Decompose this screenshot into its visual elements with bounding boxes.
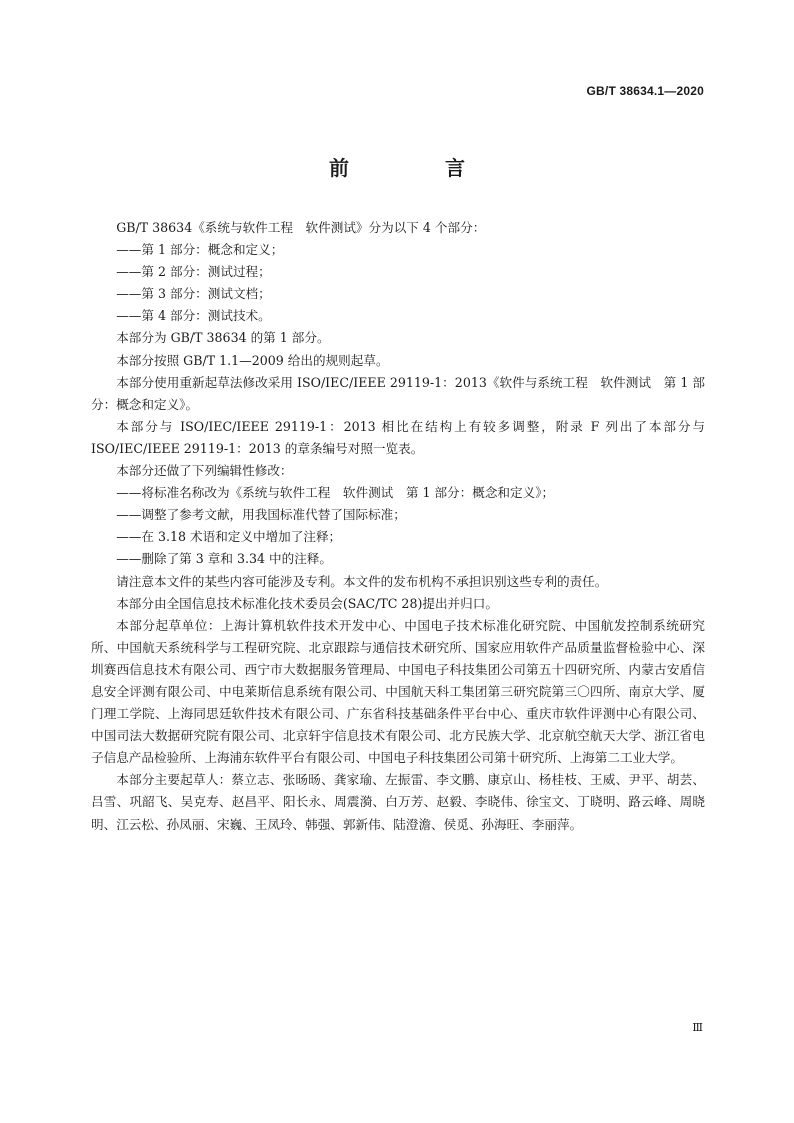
paragraph: 本部分使用重新起草法修改采用 ISO/IEC/IEEE 29119-1：2013《软件与系统工程 软件测试 第 1 部分：概念和定义》。 — [91, 374, 705, 412]
list-item: ——将标准名称改为《系统与软件工程 软件测试 第 1 部分：概念和定义》； — [116, 485, 555, 501]
paragraph: 本部分主要起草人：蔡立志、张旸旸、龚家瑜、左振雷、李文鹏、康京山、杨桂枝、王威、尹平、胡芸、吕雪、巩韶飞、吴克寿、赵昌平、阳长永、周震漪、白万芳、赵毅、李晓伟、徐宝文、丁晓明、路云峰、周晓明、江云松、孙凤丽、宋巍、王凤玲、韩强、郭新伟、陆澄澹、侯觅、孙海旺、李丽萍。 — [91, 772, 705, 832]
list-item: ——第 4 部分：测试技术。 — [116, 308, 271, 324]
list-item: ——第 3 部分：测试文档； — [116, 286, 271, 302]
page-number: Ⅲ — [692, 1021, 704, 1034]
paragraph: 本部分起草单位：上海计算机软件技术开发中心、中国电子技术标准化研究院、中国航发控制系统研究所、中国航天系统科学与工程研究院、北京跟踪与通信技术研究所、国家应用软件产品质量监督检验中心、深圳赛西信息技术有限公司、西宁市大数据服务管理局、中国电子科技集团公司第五十四研究所、内蒙古安盾信息安全评测有限公司、中电莱斯信息系统有限公司、中国航天科工集团第三研究院第三〇四所、南京大学、厦门理工学院、上海同思廷软件技术有限公司、广东省科技基础条件平台中心、重庆市软件评测中心有限公司、中国司法大数据研究院有限公司、北京轩宇信息技术有限公司、北方民族大学、北京航空航天大学、浙江省电子信息产品检验所、上海浦东软件平台有限公司、中国电子科技集团公司第十研究所、上海第二工业大学。 — [91, 617, 705, 766]
paragraph: 本部分还做了下列编辑性修改： — [116, 463, 293, 479]
list-item: ——调整了参考文献，用我国标准代替了国际标准； — [116, 507, 406, 523]
list-item: ——删除了第 3 章和 3.34 中的注释。 — [116, 551, 332, 567]
list-item: ——第 1 部分：概念和定义； — [116, 242, 284, 258]
page-title: 前 言 — [329, 156, 503, 180]
list-item: ——在 3.18 术语和定义中增加了注释； — [116, 529, 342, 545]
paragraph: GB/T 38634《系统与软件工程 软件测试》分为以下 4 个部分： — [116, 220, 486, 235]
paragraph: 本部分由全国信息技术标准化技术委员会(SAC/TC 28)提出并归口。 — [116, 595, 498, 611]
paragraph: 本部分与 ISO/IEC/IEEE 29119-1：2013 相比在结构上有较多调整，附录 F 列出了本部分与 ISO/IEC/IEEE 29119-1：2013 的章条编号对照一览表。 — [91, 418, 705, 456]
paragraph: 本部分为 GB/T 38634 的第 1 部分。 — [116, 330, 330, 346]
list-item: ——第 2 部分：测试过程； — [116, 264, 271, 280]
paragraph: 请注意本文件的某些内容可能涉及专利。本文件的发布机构不承担识别这些专利的责任。 — [116, 573, 608, 589]
foreword-body — [91, 217, 705, 836]
paragraph: 本部分按照 GB/T 1.1—2009 给出的规则起草。 — [116, 352, 389, 368]
standard-code: GB/T 38634.1—2020 — [586, 84, 704, 98]
